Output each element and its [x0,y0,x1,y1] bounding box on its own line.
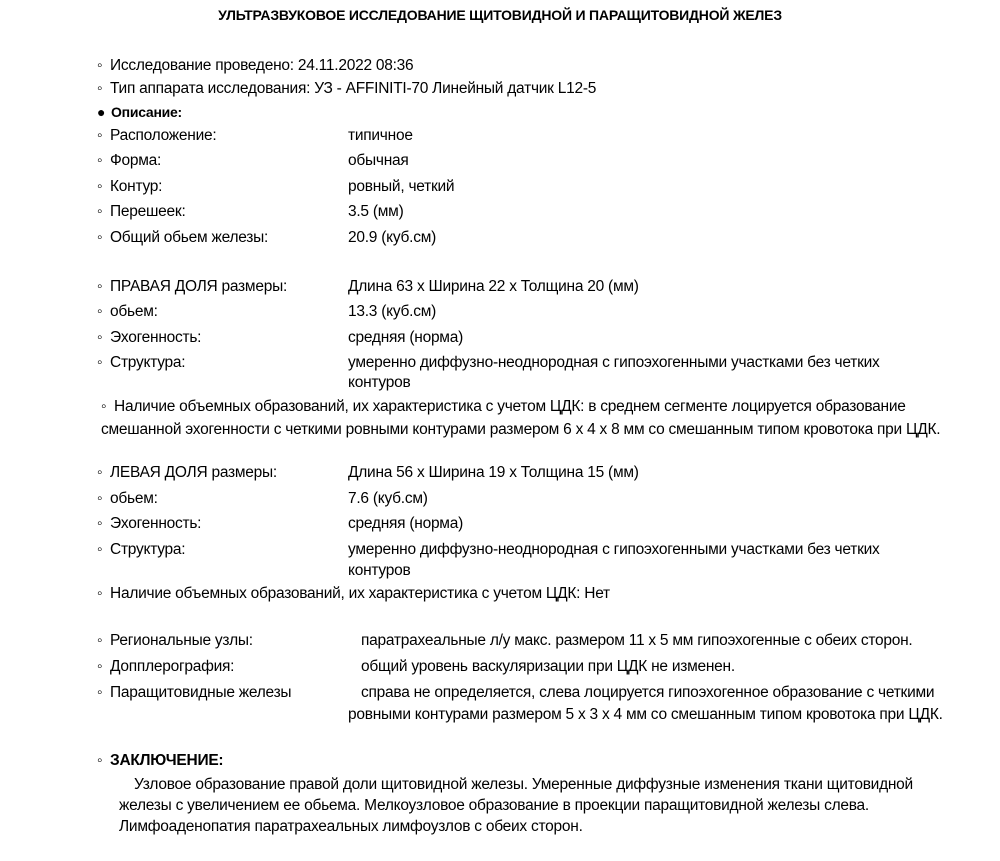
right-lobe-echo-row [97,328,201,348]
filled-bullet-icon: ● [97,104,106,120]
row-location [97,126,216,146]
bullet-icon: ◦ [97,203,103,220]
row-value: паратрахеальные л/у макс. размером 11 х 5 мм гипоэхогенные с обеих сторон. [361,632,913,649]
regional-nodes-row [97,631,253,651]
row-value: Длина 56 х Ширина 19 х Толщина 15 (мм) [348,464,639,481]
row-label: Форма: [110,152,162,169]
row-value: справа не определяется, слева лоцируется гипоэхогенное образование с четкими [361,684,935,701]
device-type: Тип аппарата исследования: УЗ - AFFINITI-70 Линейный датчик L12-5 [110,80,597,97]
left-lobe-echo-row [97,514,201,534]
bullet-icon: ◦ [97,515,103,532]
doppler-row [97,657,234,677]
bullet-icon: ◦ [97,752,103,769]
left-lobe-structure-row [97,540,185,560]
conclusion-line: железы с увеличением ее обьема. Мелкоузловое образование в проекции паращитовидной железы слева. [119,797,869,814]
row-value: умеренно диффузно-неоднородная с гипоэхогенными участками без четких [348,354,880,371]
bullet-icon: ◦ [97,354,103,371]
conclusion-line: Лимфоаденопатия паратрахеальных лимфоузлов с обеих сторон. [119,818,583,835]
bullet-icon: ◦ [97,464,103,481]
left-lobe-lesions-line [97,584,610,604]
row-value: 3.5 (мм) [348,203,404,220]
bullet-icon: ◦ [97,57,103,74]
row-value-continued: ровными контурами размером 5 х 3 х 4 мм со смешанным типом кровотока при ЦДК. [348,706,943,723]
bullet-icon: ◦ [97,229,103,246]
device-line [97,79,596,99]
bullet-icon: ◦ [97,80,103,97]
right-lobe-volume-row [97,302,158,322]
row-label: Эхогенность: [110,329,202,346]
row-value: типичное [348,127,413,144]
bullet-icon: ◦ [97,329,103,346]
row-value: умеренно диффузно-неоднородная с гипоэхогенными участками без четких [348,541,880,558]
row-label: Допплерография: [110,658,235,675]
exam-date: Исследование проведено: 24.11.2022 08:36 [110,57,414,74]
row-label: Эхогенность: [110,515,202,532]
right-lobe-lesions-continued: смешанной эхогенности с четкими ровными контурами размером 6 х 4 х 8 мм со смешанным типом кровотока при ЦДК. [101,421,941,438]
left-lobe-volume-row [97,489,158,509]
right-lobe-lesions-line [101,397,906,417]
row-label: Паращитовидные железы [110,684,292,701]
row-value: средняя (норма) [348,329,463,346]
row-value: обычная [348,152,409,169]
row-label: Расположение: [110,127,217,144]
row-label: Контур: [110,178,163,195]
conclusion-heading [97,751,223,771]
row-label: Структура: [110,354,186,371]
description-label: Описание: [111,104,182,120]
report-title: УЛЬТРАЗВУКОВОЕ ИССЛЕДОВАНИЕ ЩИТОВИДНОЙ И ПАРАЩИТОВИДНОЙ ЖЕЛЕЗ [218,7,782,23]
bullet-icon: ◦ [97,278,103,295]
row-value: средняя (норма) [348,515,463,532]
row-shape [97,151,161,171]
bullet-icon: ◦ [97,684,103,701]
right-lobe-size-row [97,277,287,297]
bullet-icon: ◦ [101,398,107,415]
right-lobe-lesions: Наличие объемных образований, их характеристика с учетом ЦДК: в среднем сегменте лоцируется образование [114,398,906,415]
row-value-continued: контуров [348,562,411,579]
parathyroid-row [97,683,291,703]
row-label: обьем: [110,303,158,320]
bullet-icon: ◦ [97,152,103,169]
row-value-continued: контуров [348,374,411,391]
row-value: Длина 63 х Ширина 22 х Толщина 20 (мм) [348,278,639,295]
row-label: Перешеек: [110,203,186,220]
row-value: 20.9 (куб.см) [348,229,437,246]
right-lobe-structure-row [97,353,185,373]
row-label: ЛЕВАЯ ДОЛЯ размеры: [110,464,277,481]
conclusion-line: Узловое образование правой доли щитовидной железы. Умеренные диффузные изменения ткани щитовидной [134,776,913,793]
bullet-icon: ◦ [97,178,103,195]
row-contour [97,177,162,197]
bullet-icon: ◦ [97,585,103,602]
left-lobe-size-row [97,463,277,483]
row-value: 7.6 (куб.см) [348,490,428,507]
row-label: Региональные узлы: [110,632,253,649]
description-heading [97,102,182,122]
bullet-icon: ◦ [97,303,103,320]
row-total-volume [97,228,268,248]
row-value: 13.3 (куб.см) [348,303,437,320]
exam-date-line [97,56,413,76]
row-isthmus [97,202,186,222]
row-label: обьем: [110,490,158,507]
row-label: ПРАВАЯ ДОЛЯ размеры: [110,278,288,295]
bullet-icon: ◦ [97,658,103,675]
row-value: ровный, четкий [348,178,455,195]
row-label: Структура: [110,541,186,558]
conclusion-label: ЗАКЛЮЧЕНИЕ: [110,752,224,769]
row-label: Общий обьем железы: [110,229,269,246]
bullet-icon: ◦ [97,541,103,558]
row-value: общий уровень васкуляризации при ЦДК не изменен. [361,658,735,675]
bullet-icon: ◦ [97,632,103,649]
bullet-icon: ◦ [97,490,103,507]
left-lobe-lesions: Наличие объемных образований, их характеристика с учетом ЦДК: Нет [110,585,610,602]
bullet-icon: ◦ [97,127,103,144]
